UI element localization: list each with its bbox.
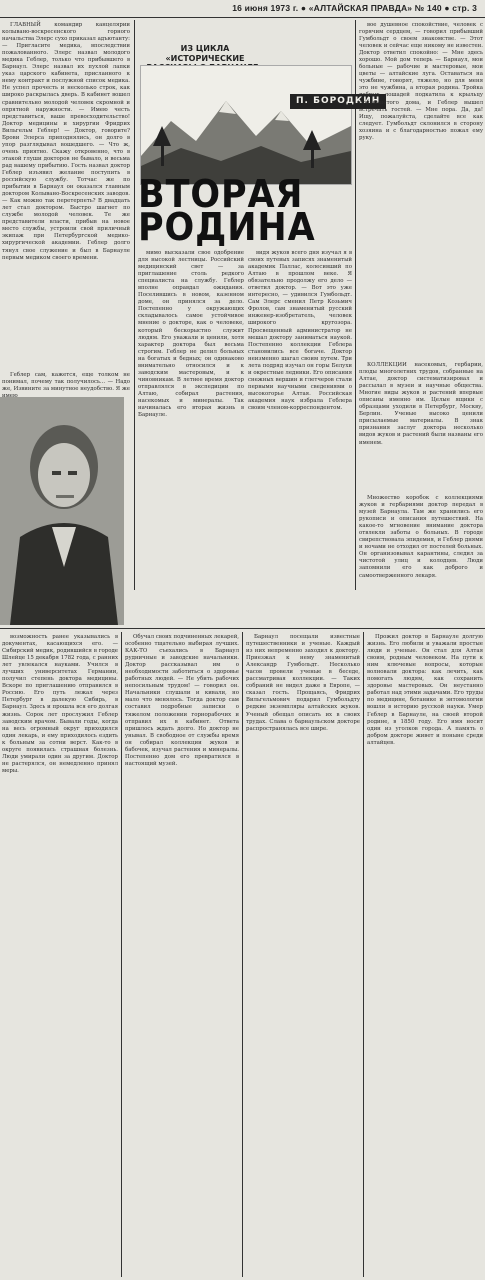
mountain-drawing xyxy=(141,66,351,184)
body-text: мимо высказали свое одобрение для высокой лестницы. Российский медицинский свет — за приглашение столь редкого специалиста на службу. Геблер вполне оправдал ожидания. Поселившись в новом, казенном доме, он принялся за дело. Постепенно у окружающих складывалось самое устойчивое мнение о докторе, как о человеке, который бескорыстно служит людям. Его уважали и ценили, хотя характер доктора был весьма строгим. Геблер не делил больных на богатых и бедных; он одинаково внимательно относился и к заводским мастеровым, и к чиновникам. В летнее время доктор отправлялся в экспедиции по Алтаю, собирал растения, насекомых и минералы. Так начиналась его вторая жизнь в Барнауле. xyxy=(138,250,244,419)
bottom-column-2-text xyxy=(125,634,239,1277)
left-column-text xyxy=(2,22,130,392)
series-heading: ИЗ ЦИКЛА «ИСТОРИЧЕСКИЕ xyxy=(165,44,245,63)
right-column-lower-text xyxy=(359,495,483,625)
portrait-photo xyxy=(0,397,124,625)
title-line: РОДИНА xyxy=(138,205,316,249)
bottom-column-1-text xyxy=(2,634,118,1277)
column-rule xyxy=(363,632,364,1277)
portrait-image xyxy=(0,397,124,625)
right-column-text xyxy=(359,22,483,360)
bottom-column-4-text xyxy=(367,634,483,1277)
column-rule xyxy=(121,632,122,1277)
horizontal-rule xyxy=(0,628,485,629)
right-column-collections-text xyxy=(359,362,483,492)
body-text: Геблер сам, кажется, еще толком не понимал, почему так получилось... — Надо же, Извините за минутное неудобство. Я же имею xyxy=(2,372,130,400)
header-rule xyxy=(0,17,485,18)
body-text: возможность ранее указывались в документах, касающихся его. — Сибирский медик, родившийся в городе Шлейце 15 декабря 1782 года, с ранних лет увлекался науками. Учился в лучших университетах Германии, получил степень доктора медицины. Вскоре по приглашению отправился в Россию. Его путь лежал через Петербург в далекую Сибирь, в Барнаул. Здесь и прошла вся его долгая жизнь. Сорок лет прослужил Геблер заводским врачом. Бывали годы, когда на весь огромный округ приходился один лекарь, и ему приходилось ездить к больным за сотни верст. Как-то в округе появилась страшная болезнь. Люди умирали один за другим. Доктор не растерялся, он немедленно принял меры. xyxy=(2,634,118,774)
body-text: Множество коробок с коллекциями жуков и гербариями доктор передал в музей Барнаула. Там же хранились его рукописи и описания путешествий. На какое-то мгновение внимание доктора отвлекли заботы о больных. В городе свирепствовала эпидемия, и Геблер днями и ночами не отходил от постелей больных. Он организовывал карантины, следил за чистотой улиц и колодцев. Люди запомнили его как доброго и самоотверженного лекаря. xyxy=(359,495,483,579)
body-text: ГЛАВНЫЙ командир канцелярии колывано-воскресенского горного начальства Элерс сухо приказал адъютанту: — Пригласите медика, впоследствии пожалованного. Элерс назвал молодого медика Геблер, только что прибывшего в Барнаул. Элерс назвал их пухлой лапки указ царского кабинета, присланного к нему контракт и послужной список медика. Не успел прочесть и несколько строк, как широко раскрылась дверь. В кабинет вошел сравнительно молодой человек скромной и опрятной наружности. — Имею честь представиться, ваше превосходительство! Доктор медицины и хирургии Фридрих Вильгельм Геблер! — Доктор, говорите? Брови Элерса приподнялись, он долго в упор разглядывал вошедшего. — Что ж, очень приятно. Скажу откровенно, что в этакой глуши докторов не бывало, и весьма рад вашему прибытию. Гость назвал доктор Геблер изъявил желание поступить в российскую службу. Тотчас же по прибытии в Барнаул он оказался главным доктором Колывано-Воскресенских заводов. — Как можно так перетерпеть? В двадцать лет стал доктором. Быстро шагнет по службе молодой человек. Те же представители власти, прибыв на новое место службы, устроили свой приличный экипаж при Петербургской медико-хирургической академии. Геблер долго тянул свое служение и был в Барнауле первым медиком своего времени. xyxy=(2,22,130,261)
middle-column-text xyxy=(138,250,244,625)
middle-right-column-text xyxy=(248,250,352,625)
column-rule xyxy=(242,632,243,1277)
left-column-caption xyxy=(2,372,130,400)
landscape-illustration xyxy=(140,65,352,185)
body-text: Прожил доктор в Барнауле долгую жизнь. Его любили и уважали простые люди и ученые. Он стал для Алтая своим, родным человеком. На пути к ним ключевые вопросы, которые волновали доктора: как лечить, как помогать людям, как сохранить здоровье мастеровых. Он неустанно работал над этими задачами. Его труды по медицине, ботанике и энтомологии вошли в историю русской науки. Умер Геблер в Барнауле, на своей второй родине, в 1850 году. Его имя носит один из уголков города. А память о добром докторе живет и поныне среди алтайцев. xyxy=(367,634,483,746)
bottom-column-3-text xyxy=(246,634,360,1277)
body-text: Барнаул посещали известные путешественники и ученые. Каждый из них непременно заходил к доктору. Приезжал к нему знаменитый Александр Гумбольдт. Несколько часов провели ученые в беседе, рассматривая коллекции. — Таких собраний не видел даже в Европе, — сказал гость. Прощаясь, Фридрих Вильгельмович подарил Гумбольдту редкие экземпляры алтайских жуков. Ученый обещал описать их в своих трудах. Слава о барнаульском докторе распространялась все шире. xyxy=(246,634,360,732)
body-text: видя жуков всего дня изучал я в своих путевых записях знаменитый академик Паллас, колесивший по Алтаю в прошлом веке. Я обязательно продолжу его дело — ответил доктор. — Вот это уже интересно, — удивился Гумбольдт. Сам Элерс сменил Петр Козьмич Фролов, сам знаменитый русский инженер-изобретатель, человек широкого кругозора. Просвещенный администратор не мешал доктору заниматься наукой. Постепенно коллекции Геблера становились все богаче. Доктор неизменно шагал своим путем. Три лета подряд изучал он горы Белухи и окрестные ледники. Его описания снежных вершин и глетчеров стали первыми научными сведениями о высокогорье Алтая. Российская академия наук избрала Геблера своим членом-корреспондентом. xyxy=(248,250,352,412)
column-rule xyxy=(134,20,135,590)
author-name: П. БОРОДКИН xyxy=(290,94,386,109)
body-text: Обучал своих подчиненных лекарей, особенно тщательно выбирая лучших. КАК-ТО съехались в Барнаул рудничные и заводские начальники. Доктор рассказывал им о необходимости заботиться о здоровье работных людей. — Не убить рабочих непосильным трудом! — говорил он. Начальники слушали и кивали, но мало что менялось. Тогда доктор сам составил подробные записки о тяжелом положении горнорабочих и отправил их в кабинет. Ответа пришлось ждать долго. Но доктор не унывал. В свободное от службы время он собирал коллекции жуков и бабочек, изучал растения и минералы. Постепенно дом его превратился в настоящий музей. xyxy=(125,634,239,767)
body-text: КОЛЛЕКЦИИ насекомых, гербарии, плоды многолетних трудов, собранные на Алтае, доктор систематизировал и рассылал в музеи и научные общества. Многие виды жуков и растений впервые описаны именно им. Целые ящики с образцами уходили в Петербург, Москву, Берлин. Ученые высоко ценили присылаемые материалы. В знак признания заслуг доктора несколько видов жуков и растений были названы его именем. xyxy=(359,362,483,446)
body-text: вое душевное спокойствие, человек с горячим сердцем, — говорил прибывший Гумбольдт о своем знакомстве. — Этот человек и сейчас еще никому не известен. Доктор ответил спокойно: — Мне здесь хорошо. Мой дом теперь — Барнаул, мои больные — рабочие и мастеровые, мои цветы — алтайские луга. Оставаться на чужбине, говорят, тяжело, но для меня это не чужбина, а вторая родина. Тройка добрых лошадей подкатила к крыльцу приземистого дома, и Геблер вышел встречать гостей. — Мне пора. Да, да! Ищу, пожалуйста, сделайте все как следует. Гумбольдт склонился в сторону хозяина и с благодарностью пожал ему руку. xyxy=(359,22,483,141)
title-line: ВТОРАЯ xyxy=(138,172,304,216)
masthead-line: 16 июня 1973 г. ● «АЛТАЙСКАЯ ПРАВДА» № 140 ● стр. 3 xyxy=(232,3,477,13)
article-title xyxy=(138,172,336,249)
